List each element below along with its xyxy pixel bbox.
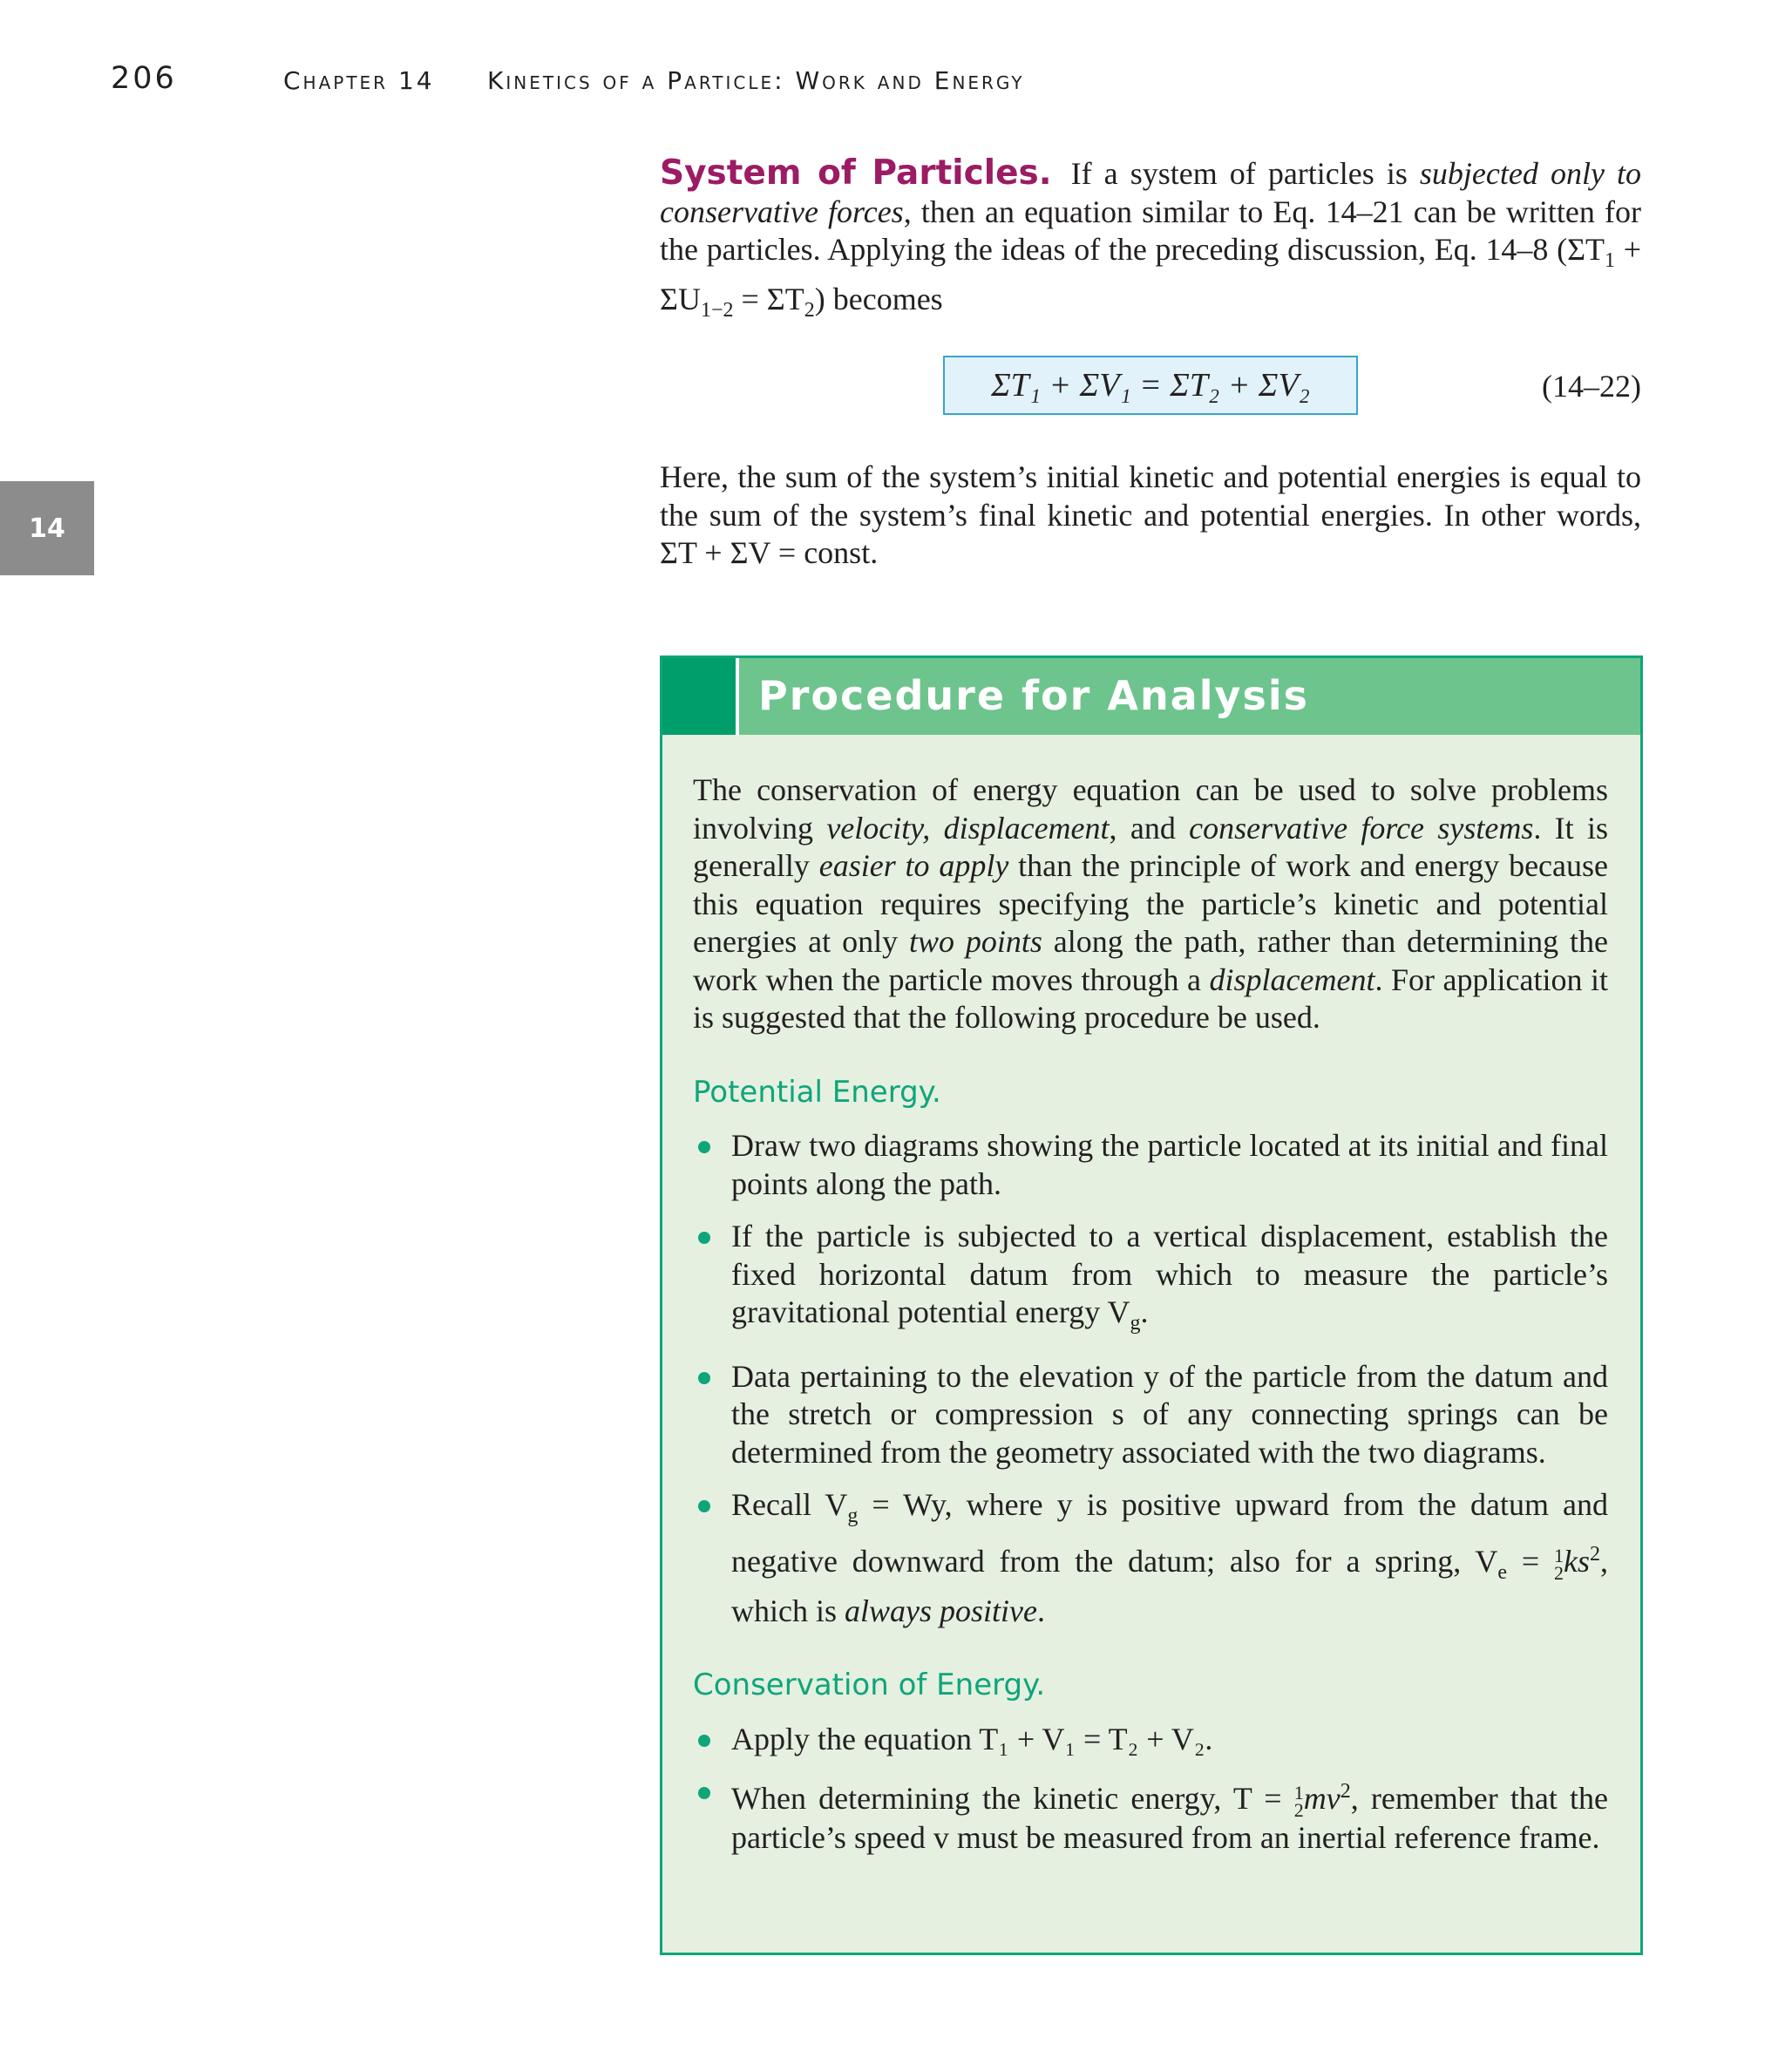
procedure-intro xyxy=(693,771,1608,1037)
text-run: than the principle of work and energy because this equation requires specifying the particle’s kinetic and potential energies at only xyxy=(693,848,1608,959)
fraction-denominator: 2 xyxy=(1554,1561,1564,1584)
superscript: 2 xyxy=(1590,1542,1600,1566)
list-item-text: Draw two diagrams showing the particle located at its initial and final points along the path. xyxy=(731,1128,1608,1201)
list-item xyxy=(693,1721,1608,1759)
chapter-label: Chapter 14 xyxy=(283,66,435,95)
list-item-text: Data pertaining to the elevation y of the particle from the datum and the stretch or compression s of any connecting springs can be determined from the geometry associated with the two diagrams. xyxy=(731,1358,1608,1470)
text-run: , and xyxy=(1109,810,1190,846)
text-run: The conservation of energy equation can be used to solve problems involving xyxy=(693,772,1608,846)
equation-row xyxy=(943,356,1641,415)
subscript: 1 xyxy=(1605,249,1616,273)
list-item xyxy=(693,1358,1608,1472)
procedure-header-band xyxy=(662,658,1640,735)
fraction-numerator: 1 xyxy=(1554,1544,1564,1566)
fraction-denominator: 2 xyxy=(1293,1798,1304,1821)
fraction-one-half xyxy=(1293,1781,1304,1821)
subscript: 1−2 xyxy=(700,298,734,322)
list-item xyxy=(693,1127,1608,1203)
procedure-header-accent xyxy=(662,658,739,735)
list-item-text: If the particle is subjected to a vertical displacement, establish the fixed horizontal datum from which to measure the particle’s gravitational potential energy V xyxy=(731,1219,1608,1329)
text-run: . xyxy=(1036,1593,1045,1628)
text-run: along the path, rather than determining the work when the particle moves through a xyxy=(693,924,1608,997)
text-run-italic: ks xyxy=(1564,1543,1590,1579)
text-run-italic: displacement xyxy=(1209,961,1375,997)
bullet-dot-icon xyxy=(698,1735,710,1747)
text-run: Recall V xyxy=(731,1487,848,1523)
subscript: g xyxy=(847,1505,859,1528)
chapter-tab: 14 xyxy=(0,481,94,575)
fraction-numerator: 1 xyxy=(1293,1781,1304,1804)
potential-energy-heading: Potential Energy. xyxy=(693,1074,941,1110)
section-paragraph xyxy=(660,154,1641,329)
superscript: 2 xyxy=(1340,1780,1351,1804)
subscript: 2 xyxy=(804,298,815,322)
text-run: , which is xyxy=(731,1543,1608,1628)
text-run: When determining the kinetic energy, T = xyxy=(731,1781,1294,1817)
text-run: If a system of particles is xyxy=(1070,156,1420,191)
text-run: , remember that the particle’s speed v must be measured from an inertial reference frame. xyxy=(731,1781,1608,1855)
procedure-title: Procedure for Analysis xyxy=(758,672,1310,719)
text-run-italic: easier to apply xyxy=(818,848,1009,883)
bullet-dot-icon xyxy=(698,1141,710,1153)
list-item xyxy=(693,1486,1608,1630)
text-run-italic: mv xyxy=(1303,1781,1340,1817)
text-run: = Wy, where y is positive upward from the datum and negative downward from the datum; also for a spring, V xyxy=(731,1487,1608,1579)
bullet-dot-icon xyxy=(698,1787,710,1799)
chapter-title: Kinetics of a Particle: Work and Energy xyxy=(487,66,1025,95)
bullet-dot-icon xyxy=(698,1500,710,1512)
text-run: . For application it is suggested that the following procedure be used. xyxy=(693,961,1608,1035)
section-paragraph-2: Here, the sum of the system’s initial kinetic and potential energies is equal to the sum of the system’s final kinetic and potential energies. In other words, ΣT + ΣV = const. xyxy=(660,459,1641,570)
text-run-italic: conservative force systems xyxy=(1189,810,1534,846)
section-heading: System of Particles. xyxy=(660,153,1052,193)
fraction-one-half xyxy=(1554,1544,1564,1584)
procedure-content xyxy=(693,771,1608,1872)
text-run-italic: two points xyxy=(908,924,1042,959)
conservation-of-energy-heading: Conservation of Energy. xyxy=(693,1668,1046,1703)
text-run: + ΣU xyxy=(660,232,1641,316)
text-run: , then an equation similar to Eq. 14–21 can be written for the particles. Applying the ideas of the preceding discussion, Eq. 14–8 (ΣT xyxy=(660,194,1642,267)
text-run: = xyxy=(1507,1543,1554,1579)
text-run: . It is generally xyxy=(693,810,1608,883)
procedure-box xyxy=(660,656,1643,1955)
text-run: ) becomes xyxy=(814,281,943,316)
text-run-italic: always positive xyxy=(845,1593,1037,1628)
text-run-italic: velocity, displacement xyxy=(826,810,1110,846)
list-item xyxy=(693,1773,1608,1857)
running-header xyxy=(111,61,1025,105)
subscript: e xyxy=(1497,1561,1508,1585)
page-number: 206 xyxy=(111,61,177,96)
list-item: If the particle is subjected to a vertical displacement, establish the fixed horizontal datum from which to measure the particle’s gravitational potential energy $V_g$. xyxy=(693,1218,1608,1343)
subscript: g xyxy=(1130,1312,1141,1335)
bullet-dot-icon xyxy=(698,1232,710,1244)
text-run: = ΣT xyxy=(733,281,804,316)
equation-box: ΣT₁ + ΣV₁ = ΣT₂ + ΣV₂ xyxy=(943,356,1358,415)
bullet-dot-icon xyxy=(698,1372,710,1384)
list-item-text: Apply the equation T₁ + V₁ = T₂ + V₂. xyxy=(731,1721,1213,1756)
text-run-italic: subjected only to conservative forces xyxy=(660,156,1641,229)
equation-number: (14–22) xyxy=(1542,369,1641,404)
